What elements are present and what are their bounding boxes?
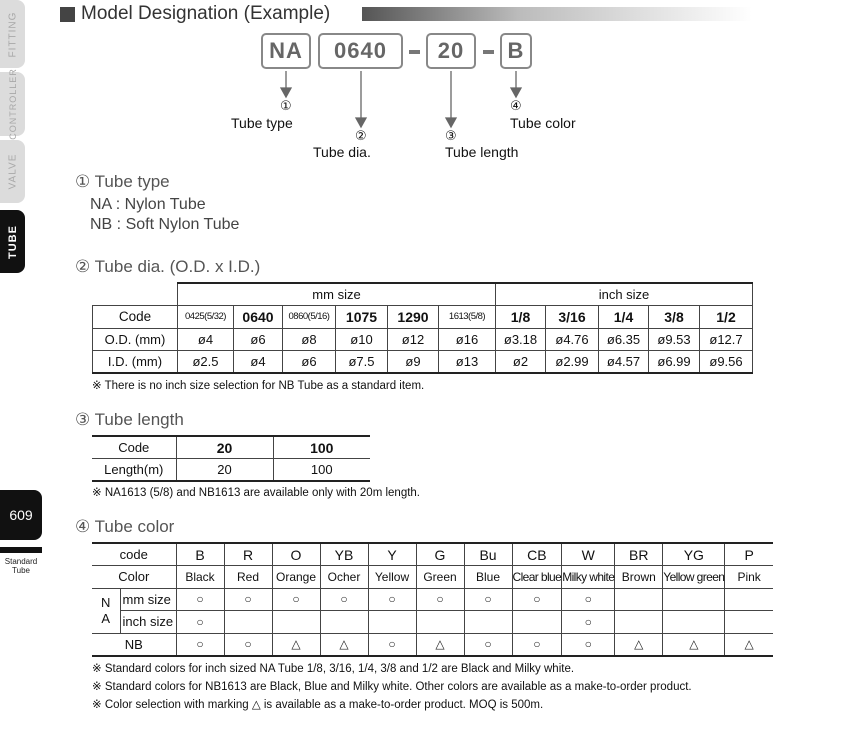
dia-code: 1613(5/8) [439,306,496,329]
row-label-od: O.D. (mm) [93,328,178,351]
code-part-type: NA [261,33,311,69]
nb-availability: △ [416,633,464,656]
nb-availability: △ [615,633,663,656]
page-subtitle [0,547,42,575]
callout-num-type: ① [280,98,292,113]
tube-length-table [92,435,370,482]
table-row [92,543,773,566]
table-cell-empty [93,283,178,306]
na-inch-availability [615,611,663,634]
color-code: W [562,543,615,566]
table-row [92,588,773,611]
na-mm-availability [725,588,773,611]
length-value: 100 [273,459,370,482]
na-inch-availability [368,611,416,634]
od-value: ø9.53 [649,328,700,351]
row-label-code: Code [93,306,178,329]
nb-availability: △ [272,633,320,656]
id-value: ø4 [234,351,283,374]
side-tab-tube[interactable] [0,210,25,273]
od-value: ø4 [178,328,234,351]
color-name: Pink [725,566,773,589]
id-value: ø2.5 [178,351,234,374]
page-subtitle-line1: Standard [4,557,38,566]
nb-availability: △ [320,633,368,656]
callout-num-dia: ② [355,128,367,143]
table-row [93,351,753,374]
na-mm-availability [663,588,725,611]
id-value: ø9 [388,351,439,374]
color-code: Bu [464,543,512,566]
na-mm-availability: ○ [416,588,464,611]
color-name: Clear blue [512,566,562,589]
nb-availability: ○ [368,633,416,656]
row-label-na-1: N [101,594,111,610]
color-code: P [725,543,773,566]
arrowhead-type [281,88,291,97]
tube-color-note-2: ※ Standard colors for NB1613 are Black, Blue and Milky white. Other colors are available as a make-to-order product. [92,681,692,693]
na-mm-availability: ○ [176,588,224,611]
page-title: Model Designation (Example) [81,3,331,24]
dia-code: 3/16 [546,306,599,329]
na-mm-availability: ○ [224,588,272,611]
table-row [92,459,370,482]
row-label-code: Code [92,436,176,459]
color-code: B [176,543,224,566]
tube-length-title: ③ Tube length [75,410,184,429]
side-tab-valve-label: VALVE [7,153,19,190]
tube-color-table [92,542,773,657]
dia-code: 0860(5/16) [283,306,336,329]
tube-dia-title: ② Tube dia. (O.D. x I.D.) [75,257,261,276]
tube-dia-table [92,282,753,374]
color-code: Y [368,543,416,566]
tube-type-nb: NB : Soft Nylon Tube [90,216,240,233]
id-value: ø13 [439,351,496,374]
color-name: Milky white [562,566,615,589]
color-name: Black [176,566,224,589]
arrowhead-length [446,118,456,127]
color-code: G [416,543,464,566]
length-code: 100 [273,436,370,459]
color-code: BR [615,543,663,566]
na-inch-availability: ○ [562,611,615,634]
code-part-color: B [500,33,532,69]
na-inch-availability [272,611,320,634]
tube-color-note-3: ※ Color selection with marking △ is available as a make-to-order product. MOQ is 500m. [92,699,544,711]
callout-num-color: ④ [510,98,522,113]
table-row [92,633,773,656]
od-value: ø4.76 [546,328,599,351]
color-name: Red [224,566,272,589]
table-row [92,436,370,459]
id-value: ø2 [496,351,546,374]
id-value: ø6.99 [649,351,700,374]
tube-length-note: ※ NA1613 (5/8) and NB1613 are available only with 20m length. [92,487,420,499]
nb-availability: △ [663,633,725,656]
color-code: CB [512,543,562,566]
tube-dia-note: ※ There is no inch size selection for NB Tube as a standard item. [92,380,425,392]
na-mm-availability: ○ [562,588,615,611]
dia-code: 1075 [336,306,388,329]
tube-color-title: ④ Tube color [75,517,175,536]
side-tab-fitting-label: FITTING [7,11,19,57]
na-inch-availability [663,611,725,634]
table-row [93,283,753,306]
nb-availability: ○ [512,633,562,656]
od-value: ø12 [388,328,439,351]
row-label-mm: mm size [120,588,176,611]
id-value: ø9.56 [700,351,753,374]
color-name: Orange [272,566,320,589]
od-value: ø6.35 [599,328,649,351]
side-tab-tube-label: TUBE [6,224,19,259]
table-row [92,611,773,634]
id-value: ø6 [283,351,336,374]
color-name: Green [416,566,464,589]
callout-label-type: Tube type [231,115,293,131]
id-value: ø2.99 [546,351,599,374]
designation-arrows [0,0,841,200]
dia-code: 1/8 [496,306,546,329]
od-value: ø16 [439,328,496,351]
color-code: YG [663,543,725,566]
arrowhead-dia [356,118,366,127]
tube-type-title: ① Tube type [75,172,170,191]
row-label-length: Length(m) [92,459,176,482]
page-subtitle-line2: Tube [12,566,30,575]
na-inch-availability [416,611,464,634]
na-inch-availability [320,611,368,634]
na-mm-availability: ○ [272,588,320,611]
id-value: ø7.5 [336,351,388,374]
od-value: ø3.18 [496,328,546,351]
code-part-length: 20 [426,33,476,69]
table-row [93,328,753,351]
od-value: ø8 [283,328,336,351]
dia-code: 0640 [234,306,283,329]
row-label-code: code [92,543,176,566]
na-inch-availability [464,611,512,634]
dia-code: 1/4 [599,306,649,329]
na-inch-availability [224,611,272,634]
nb-availability: ○ [224,633,272,656]
row-label-nb: NB [92,633,176,656]
callout-label-dia: Tube dia. [313,144,371,160]
id-value: ø4.57 [599,351,649,374]
nb-availability: ○ [464,633,512,656]
arrowhead-color [511,88,521,97]
row-label-na-2: A [101,610,111,626]
od-value: ø12.7 [700,328,753,351]
length-value: 20 [176,459,273,482]
color-name: Brown [615,566,663,589]
na-mm-availability: ○ [368,588,416,611]
inch-size-header: inch size [496,283,753,306]
nb-availability: △ [725,633,773,656]
tube-color-note-1: ※ Standard colors for inch sized NA Tube 1/8, 3/16, 1/4, 3/8 and 1/2 are Black and Milky white. [92,663,575,675]
na-mm-availability [615,588,663,611]
color-name: Blue [464,566,512,589]
row-label-color: Color [92,566,176,589]
callout-label-color: Tube color [510,115,576,131]
code-part-dia: 0640 [318,33,403,69]
na-mm-availability: ○ [512,588,562,611]
na-mm-availability: ○ [320,588,368,611]
color-name: Yellow green [663,566,725,589]
row-label-na [92,588,120,633]
na-inch-availability [512,611,562,634]
page-number: 609 [0,490,42,540]
color-name: Yellow [368,566,416,589]
color-name: Ocher [320,566,368,589]
callout-num-length: ③ [445,128,457,143]
na-inch-availability [725,611,773,634]
color-code: O [272,543,320,566]
na-mm-availability: ○ [464,588,512,611]
row-label-inch: inch size [120,611,176,634]
dia-code: 0425(5/32) [178,306,234,329]
length-code: 20 [176,436,273,459]
mm-size-header: mm size [178,283,496,306]
callout-label-length: Tube length [445,144,519,160]
color-code: R [224,543,272,566]
table-row [93,306,753,329]
table-row [92,566,773,589]
dia-code: 1290 [388,306,439,329]
dia-code: 1/2 [700,306,753,329]
na-inch-availability: ○ [176,611,224,634]
side-tab-controller-label: CONTROLLER [7,68,18,140]
nb-availability: ○ [176,633,224,656]
nb-availability: ○ [562,633,615,656]
dia-code: 3/8 [649,306,700,329]
tube-type-na: NA : Nylon Tube [90,196,206,213]
row-label-id: I.D. (mm) [93,351,178,374]
color-code: YB [320,543,368,566]
od-value: ø6 [234,328,283,351]
od-value: ø10 [336,328,388,351]
